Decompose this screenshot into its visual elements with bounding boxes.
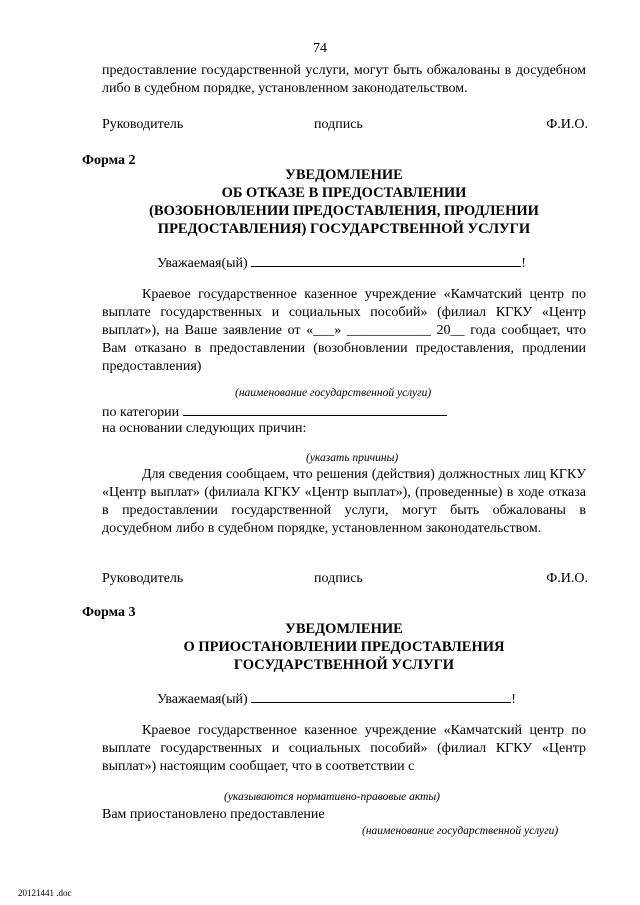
form3-title-line: О ПРИОСТАНОВЛЕНИИ ПРЕДОСТАВЛЕНИЯ — [183, 639, 505, 655]
category-label: по категории — [102, 405, 180, 420]
sign-label: подпись — [314, 117, 363, 132]
page-number: 74 — [313, 41, 327, 56]
form2-title-line: ПРЕДОСТАВЛЕНИЯ) ГОСУДАРСТВЕННОЙ УСЛУГИ — [157, 221, 531, 237]
recipient-line — [251, 689, 511, 703]
form2-title-line: УВЕДОМЛЕНИЕ — [285, 167, 403, 183]
form3-body-p1: Краевое государственное казенное учреждение «Камчатский центр по выплате государственных и социальных пособий» (филиал КГКУ «Центр выплат») настоящим сообщает, что в соответствии с — [102, 723, 586, 774]
form3-title-line: УВЕДОМЛЕНИЕ — [285, 621, 403, 637]
form2-caption-reasons: (указать причины) — [306, 452, 399, 464]
form2-title-line: ОБ ОТКАЗЕ В ПРЕДОСТАВЛЕНИИ — [221, 185, 467, 201]
form3-greeting — [157, 689, 516, 709]
form2-title-line: (ВОЗОБНОВЛЕНИИ ПРЕДОСТАВЛЕНИЯ, ПРОДЛЕНИИ — [149, 203, 539, 219]
signature-row-2 — [102, 570, 588, 588]
form2-caption-service: (наименование государственной услуги) — [235, 387, 432, 399]
form3-suspended-text: Вам приостановлено предоставление — [102, 807, 325, 822]
name-label: Ф.И.О. — [546, 117, 588, 132]
form3-caption-acts: (указываются нормативно-правовые акты) — [224, 791, 441, 803]
form3-title — [102, 620, 586, 674]
form3-title-line: ГОСУДАРСТВЕННОЙ УСЛУГИ — [233, 657, 455, 673]
form2-reasons-label: на основании следующих причин: — [102, 421, 307, 436]
name-label: Ф.И.О. — [546, 571, 588, 586]
recipient-line — [251, 253, 521, 267]
form2-category — [102, 402, 447, 422]
form2-greeting — [157, 253, 526, 273]
form2-body-p1: Краевое государственное казенное учреждение «Камчатский центр по выплате государственных и социальных пособий» (филиал КГКУ «Центр выплат»), на Ваше заявление от «___» ____________ 20__ года сообщает, что Вам отказано в предоставлении (возобновлении предоставления, продлении предоставления) — [102, 287, 586, 374]
sign-label: подпись — [314, 571, 363, 586]
form3-label: Форма 3 — [82, 605, 136, 620]
footer-filename: 20121441 .doc — [18, 888, 72, 898]
form3-caption-service: (наименование государственной услуги) — [362, 825, 559, 837]
form2-body-p2: Для сведения сообщаем, что решения (действия) должностных лиц КГКУ «Центр выплат» (филиала КГКУ «Центр выплат»), (проведенные) в ходе отказа в предоставлении государственной услуги, могут быть обжалованы в досудебном либо в судебном порядке, установленном законодательством. — [102, 467, 586, 536]
intro-paragraph: предоставление государственной услуги, могут быть обжалованы в досудебном либо в судебном порядке, установленном законодательством. — [102, 63, 586, 96]
signature-row-1 — [102, 116, 588, 134]
head-label: Руководитель — [102, 571, 184, 586]
greeting-end: ! — [511, 692, 516, 707]
greeting-end: ! — [521, 256, 526, 271]
head-label: Руководитель — [102, 117, 184, 132]
form2-title — [102, 166, 586, 238]
greeting-text: Уважаемая(ый) — [157, 256, 248, 271]
form2-label: Форма 2 — [82, 153, 136, 168]
greeting-text: Уважаемая(ый) — [157, 692, 248, 707]
category-line — [183, 402, 447, 416]
